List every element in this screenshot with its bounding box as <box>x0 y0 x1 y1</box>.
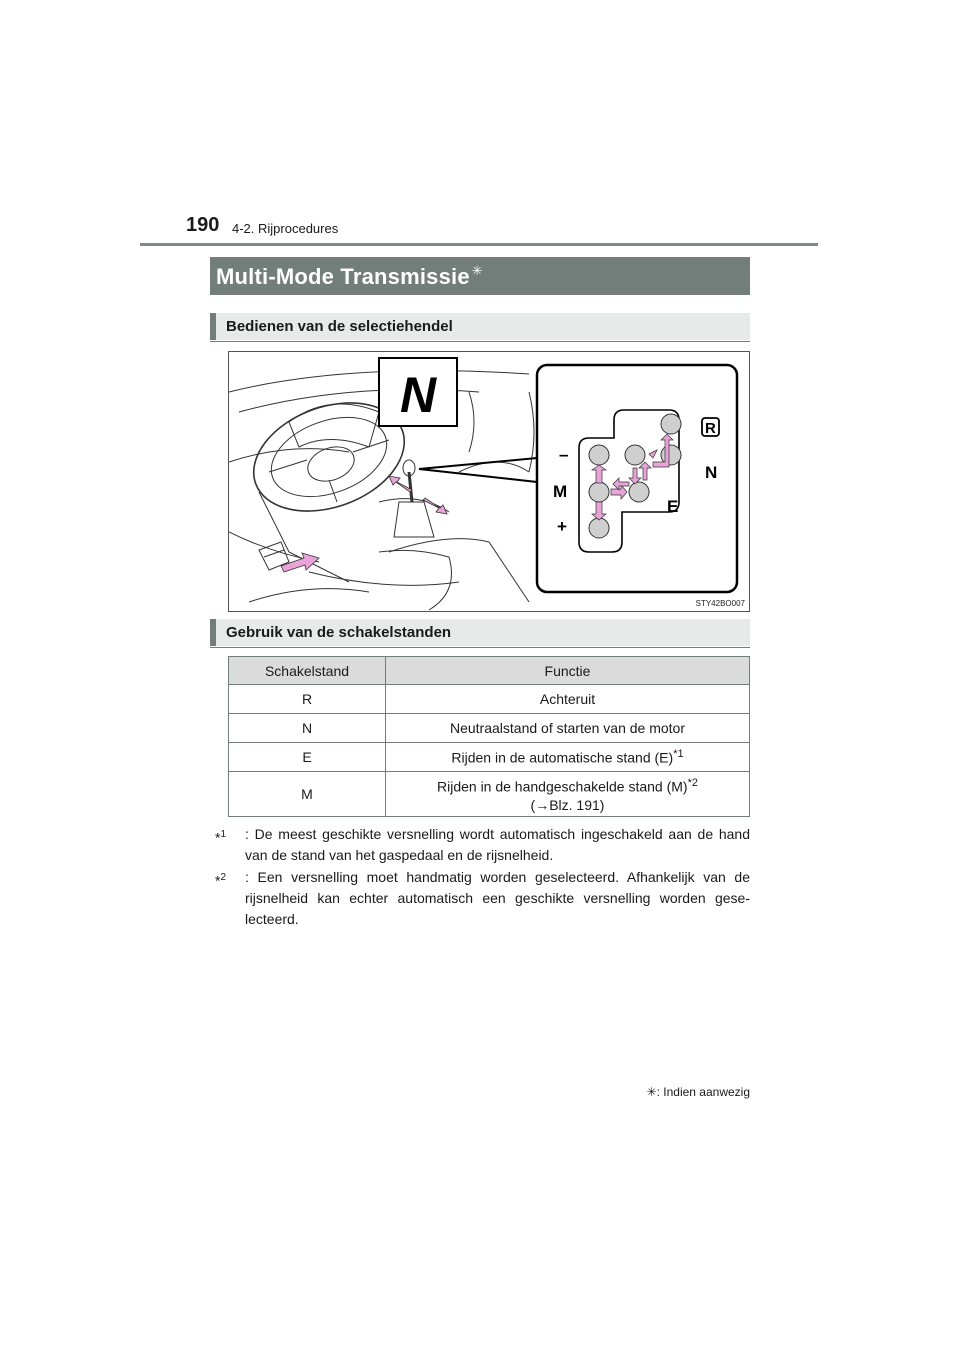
table-cell-position: R <box>229 685 386 714</box>
page-reference: (→Blz. 191) <box>530 796 605 813</box>
section-heading-text: Bedienen van de selectiehendel <box>226 318 453 335</box>
footnote-text: : Indien aanwezig <box>656 1085 750 1099</box>
gate-label-e: E <box>667 497 679 516</box>
page-number: 190 <box>186 214 220 236</box>
section-reference: 4-2. Rijprocedures <box>232 221 339 236</box>
optional-equipment-footnote <box>647 1085 750 1099</box>
illustration-svg <box>229 352 750 612</box>
gate-label-minus: – <box>559 445 569 464</box>
footnote-reference: *1 <box>673 748 684 761</box>
table-row <box>229 714 750 743</box>
table-cell-function: Achteruit <box>386 685 750 714</box>
figure-code: STY42BO007 <box>695 599 745 608</box>
gate-e-position <box>629 482 649 502</box>
gate-plus-position <box>589 518 609 538</box>
table-header-function: Functie <box>386 657 750 685</box>
gate-minus-position <box>589 445 609 465</box>
page-title-text: Multi-Mode Transmissie <box>216 264 470 289</box>
gate-m-position <box>589 482 609 502</box>
section-heading-text: Gebruik van de schakelstanden <box>226 624 452 641</box>
display-letter: N <box>399 367 437 423</box>
table-cell-function: Neutraalstand of starten van de motor <box>386 714 750 743</box>
table-cell-position: M <box>229 772 386 817</box>
note-text: : De meest geschikte versnelling wordt automatisch ingeschakeld aan de hand van de stand van het gaspedaal en de rijsnelheid. <box>245 826 750 863</box>
table-header-row <box>229 657 750 685</box>
table-row <box>229 685 750 714</box>
optional-marker-icon: ✳ <box>646 1085 657 1099</box>
note-marker: *$^2$ <box>215 872 227 889</box>
table-row <box>229 772 750 817</box>
table-cell-function <box>386 743 750 772</box>
note-marker: *$^1$ <box>215 829 227 846</box>
table-row <box>229 743 750 772</box>
section-heading-lever <box>210 313 750 340</box>
gate-label-plus: + <box>557 517 567 536</box>
function-text: Rijden in de handgeschakelde stand (M) <box>436 778 688 795</box>
function-text: Rijden in de automatische stand (E) <box>451 749 674 766</box>
shift-lever-illustration <box>228 351 750 612</box>
table-cell-position: N <box>229 714 386 743</box>
note-text: : Een versnelling moet handmatig worden geselecteerd. Afhankelijk van de rijsnelheid kan echter automatisch een geschikte versnelling worden gese-lecteerd. <box>245 869 750 927</box>
page-title <box>210 257 750 295</box>
table-cell-function <box>386 772 750 817</box>
shift-position-table <box>228 656 750 817</box>
footnote-2 <box>215 867 750 930</box>
gate-label-r: R <box>705 420 716 437</box>
section-heading-positions <box>210 619 750 646</box>
gate-r-top-position <box>661 414 681 434</box>
table-cell-position: E <box>229 743 386 772</box>
gate-label-n: N <box>705 463 718 482</box>
gate-label-m: M <box>553 482 568 501</box>
header-rule <box>140 243 818 246</box>
gate-neutral-left-position <box>625 445 645 465</box>
optional-marker-icon: ✳ <box>471 263 483 278</box>
table-header-position: Schakelstand <box>229 657 386 685</box>
footnote-1 <box>215 824 750 866</box>
footnote-reference: *2 <box>687 777 698 790</box>
